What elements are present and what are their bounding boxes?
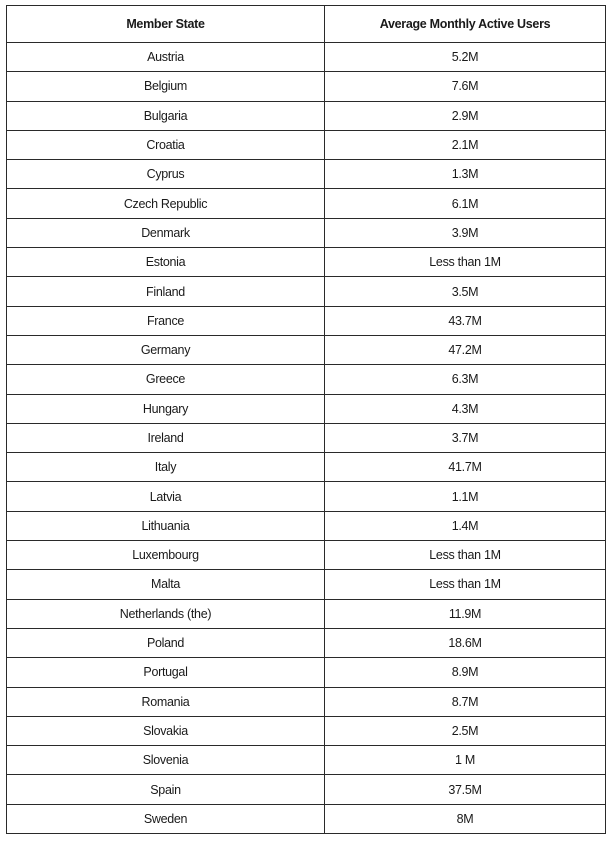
member-state-cell: Hungary bbox=[7, 394, 325, 423]
monthly-active-users-cell: 3.5M bbox=[325, 277, 606, 306]
member-state-cell: Estonia bbox=[7, 248, 325, 277]
member-state-cell: France bbox=[7, 306, 325, 335]
monthly-active-users-cell: Less than 1M bbox=[325, 570, 606, 599]
table-row bbox=[7, 43, 606, 72]
table-row bbox=[7, 599, 606, 628]
member-state-cell: Lithuania bbox=[7, 511, 325, 540]
monthly-active-users-cell: 7.6M bbox=[325, 72, 606, 101]
monthly-active-users-cell: 41.7M bbox=[325, 453, 606, 482]
table-row bbox=[7, 365, 606, 394]
member-state-cell: Bulgaria bbox=[7, 101, 325, 130]
table-row bbox=[7, 248, 606, 277]
monthly-active-users-cell: Less than 1M bbox=[325, 248, 606, 277]
member-state-users-table bbox=[6, 5, 606, 834]
monthly-active-users-cell: 43.7M bbox=[325, 306, 606, 335]
member-state-cell: Spain bbox=[7, 775, 325, 804]
monthly-active-users-cell: 2.9M bbox=[325, 101, 606, 130]
table-row bbox=[7, 746, 606, 775]
monthly-active-users-cell: 1.1M bbox=[325, 482, 606, 511]
monthly-active-users-cell: 5.2M bbox=[325, 43, 606, 72]
member-state-cell: Sweden bbox=[7, 804, 325, 833]
member-state-cell: Austria bbox=[7, 43, 325, 72]
table-row bbox=[7, 130, 606, 159]
header-average-monthly-active-users: Average Monthly Active Users bbox=[325, 6, 606, 43]
monthly-active-users-cell: Less than 1M bbox=[325, 541, 606, 570]
header-member-state: Member State bbox=[7, 6, 325, 43]
monthly-active-users-cell: 4.3M bbox=[325, 394, 606, 423]
monthly-active-users-cell: 2.1M bbox=[325, 130, 606, 159]
table-row bbox=[7, 277, 606, 306]
table-row bbox=[7, 101, 606, 130]
monthly-active-users-cell: 47.2M bbox=[325, 335, 606, 364]
table-row bbox=[7, 511, 606, 540]
header-row bbox=[7, 6, 606, 43]
member-state-cell: Slovakia bbox=[7, 716, 325, 745]
table-row bbox=[7, 218, 606, 247]
monthly-active-users-cell: 18.6M bbox=[325, 628, 606, 657]
member-state-cell: Denmark bbox=[7, 218, 325, 247]
monthly-active-users-cell: 11.9M bbox=[325, 599, 606, 628]
member-state-cell: Malta bbox=[7, 570, 325, 599]
table-row bbox=[7, 482, 606, 511]
member-state-cell: Portugal bbox=[7, 658, 325, 687]
table-body bbox=[7, 43, 606, 834]
monthly-active-users-cell: 8M bbox=[325, 804, 606, 833]
member-state-cell: Latvia bbox=[7, 482, 325, 511]
member-state-cell: Slovenia bbox=[7, 746, 325, 775]
member-state-cell: Netherlands (the) bbox=[7, 599, 325, 628]
table-row bbox=[7, 687, 606, 716]
member-state-cell: Romania bbox=[7, 687, 325, 716]
table-row bbox=[7, 189, 606, 218]
member-state-cell: Ireland bbox=[7, 423, 325, 452]
monthly-active-users-cell: 6.3M bbox=[325, 365, 606, 394]
monthly-active-users-cell: 1 M bbox=[325, 746, 606, 775]
table-row bbox=[7, 658, 606, 687]
table-row bbox=[7, 570, 606, 599]
member-state-cell: Italy bbox=[7, 453, 325, 482]
member-state-cell: Finland bbox=[7, 277, 325, 306]
table-row bbox=[7, 335, 606, 364]
table-row bbox=[7, 72, 606, 101]
table-row bbox=[7, 628, 606, 657]
member-state-cell: Cyprus bbox=[7, 160, 325, 189]
table-row bbox=[7, 394, 606, 423]
table-row bbox=[7, 775, 606, 804]
monthly-active-users-cell: 3.9M bbox=[325, 218, 606, 247]
table-row bbox=[7, 160, 606, 189]
member-state-cell: Greece bbox=[7, 365, 325, 394]
member-state-cell: Belgium bbox=[7, 72, 325, 101]
member-state-cell: Czech Republic bbox=[7, 189, 325, 218]
table-row bbox=[7, 541, 606, 570]
table-row bbox=[7, 423, 606, 452]
monthly-active-users-cell: 6.1M bbox=[325, 189, 606, 218]
member-state-cell: Poland bbox=[7, 628, 325, 657]
table-row bbox=[7, 804, 606, 833]
member-state-cell: Croatia bbox=[7, 130, 325, 159]
table-row bbox=[7, 306, 606, 335]
monthly-active-users-cell: 8.9M bbox=[325, 658, 606, 687]
monthly-active-users-cell: 37.5M bbox=[325, 775, 606, 804]
monthly-active-users-cell: 1.3M bbox=[325, 160, 606, 189]
monthly-active-users-cell: 8.7M bbox=[325, 687, 606, 716]
member-state-cell: Luxembourg bbox=[7, 541, 325, 570]
table-row bbox=[7, 453, 606, 482]
member-state-cell: Germany bbox=[7, 335, 325, 364]
table-row bbox=[7, 716, 606, 745]
monthly-active-users-cell: 3.7M bbox=[325, 423, 606, 452]
monthly-active-users-cell: 2.5M bbox=[325, 716, 606, 745]
monthly-active-users-cell: 1.4M bbox=[325, 511, 606, 540]
